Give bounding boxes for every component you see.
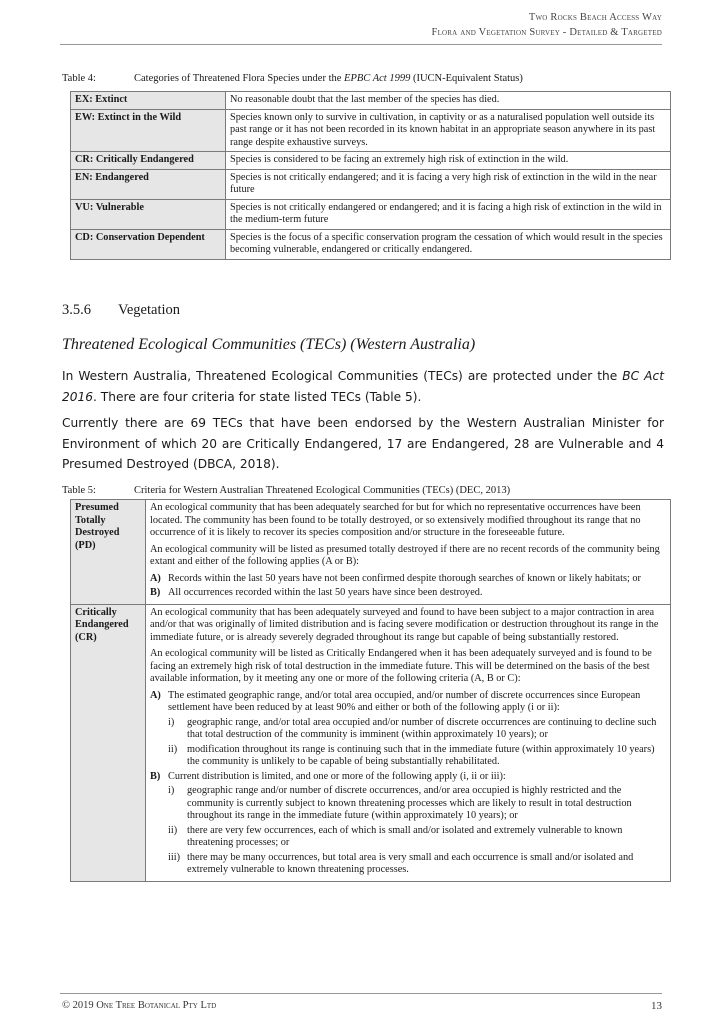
table-row <box>71 92 671 110</box>
criterion-item <box>150 690 666 715</box>
paragraph-tec-intro <box>62 366 664 407</box>
running-header <box>432 10 662 40</box>
sub-criterion-text: there are very few occurrences, each of which is small and/or isolated and extremely vulnerable to known threatening processes; or <box>187 824 623 848</box>
sub-criterion-text: geographic range, and/or total area occupied and/or number of discrete occurrences are continuing to decline such that total destruction of the community is imminent (within approximately 10 years); or <box>187 716 657 740</box>
criterion-label: A) <box>150 572 161 584</box>
sub-criterion-label: ii) <box>168 824 178 836</box>
table-row <box>71 229 671 259</box>
sub-criterion-item <box>168 717 666 742</box>
criterion-label: B) <box>150 770 161 782</box>
definition-cell: Species known only to survive in cultivation, in captivity or as a naturalised population well outside its past range or it has not been recorded in its known habitat in an appropriate season anywhere in its past range despite exhaustive surveys. <box>226 109 671 152</box>
criteria-paragraph: An ecological community will be listed as presumed totally destroyed if there are no recent records of the community being extant and either of the following applies (A or B): <box>150 543 660 567</box>
sub-criterion-text: geographic range and/or number of discrete occurrences, and/or area occupied is highly restricted and the community is currently subject to known threatening processes which are likely to result in total destruction throughout its range in the immediate future (within approximately 10 years); or <box>187 785 632 821</box>
definition-cell: No reasonable doubt that the last member of the species has died. <box>226 92 671 110</box>
sub-criterion-item <box>168 785 666 823</box>
paragraph-tec-count: Currently there are 69 TECs that have been endorsed by the Western Australian Minister for Environment of which 20 are Critically Endangered, 17 are Endangered, 28 are Vulnerable and 4 Presumed Destroyed (DBCA, 2018). <box>62 416 664 471</box>
sub-criterion-text: there may be many occurrences, but total area is very small and each occurrence is small and/or isolated and extremely vulnerable to known threatening processes. <box>187 851 634 875</box>
table4-caption-suffix: (IUCN-Equivalent Status) <box>410 73 523 84</box>
sub-criterion-item <box>168 852 666 877</box>
paragraph-text: In Western Australia, Threatened Ecological Communities (TECs) are protected under the <box>62 369 623 383</box>
category-cell: Critically Endangered (CR) <box>71 604 146 881</box>
sub-criterion-item <box>168 825 666 850</box>
sub-criterion-text: modification throughout its range is continuing such that in the immediate future (within approximately 10 years) the community is unlikely to be capable of being substantially rehabilitated. <box>187 743 655 767</box>
table5-caption <box>62 485 510 496</box>
category-cell: EW: Extinct in the Wild <box>71 109 226 152</box>
criterion-text: The estimated geographic range, and/or total area occupied, and/or number of discrete occurrences since European settlement have been reduced by at least 90% and either or both of the following apply (i or ii): <box>168 689 641 713</box>
table-row <box>71 604 671 881</box>
criterion-text: Current distribution is limited, and one or more of the following apply (i, ii or iii): <box>168 770 506 782</box>
table5-caption-text: Criteria for Western Australian Threatened Ecological Communities (TECs) (DEC, 2013) <box>134 485 511 496</box>
criterion-item <box>150 587 666 600</box>
footer-rule <box>60 993 662 994</box>
table-row <box>71 169 671 199</box>
threatened-flora-table <box>70 91 671 260</box>
header-rule <box>60 44 662 45</box>
sub-criterion-label: i) <box>168 716 175 728</box>
criterion-label: B) <box>150 587 161 598</box>
definition-cell: Species is the focus of a specific conservation program the cessation of which would result in the species becoming vulnerable, endangered or critically endangered. <box>226 229 671 259</box>
header-subtitle: Flora and Vegetation Survey - Detailed & Targeted <box>431 27 662 38</box>
category-cell: CR: Critically Endangered <box>71 152 226 170</box>
category-cell: VU: Vulnerable <box>71 199 226 229</box>
subheading: Threatened Ecological Communities (TECs) (Western Australia) <box>62 336 476 353</box>
category-cell: EN: Endangered <box>71 169 226 199</box>
definition-cell: Species is not critically endangered or endangered; and it is facing a high risk of extinction in the wild in the medium-term future <box>226 199 671 229</box>
criteria-paragraph: An ecological community will be listed as Critically Endangered when it has been adequately surveyed and is found to be facing an extremely high risk of total destruction in the immediate future. This will be determined on the basis of the best available information, by it meeting any one or more of the following criteria (A, B or C): <box>150 648 652 684</box>
category-cell: CD: Conservation Dependent <box>71 229 226 259</box>
sub-criterion-item <box>168 744 666 769</box>
section-heading <box>62 302 180 319</box>
criterion-label: A) <box>150 689 161 701</box>
criteria-paragraph: An ecological community that has been adequately surveyed and found to have been subject to a major contraction in area and/or that was originally of limited distribution and is facing severe modification or destruction throughout its range in the immediate future, or is already severely degraded throughout its range but capable of being substantially restored. <box>150 606 659 643</box>
criterion-text: Records within the last 50 years have not been confirmed despite thorough searches of known or likely habitats; or <box>168 572 641 584</box>
table-row <box>71 199 671 229</box>
table4-caption-text: Categories of Threatened Flora Species under the <box>134 73 345 84</box>
paragraph-text: . There are four criteria for state listed TECs (Table 5). <box>93 389 422 404</box>
section-number: 3.5.6 <box>62 302 91 318</box>
definition-cell: Species is considered to be facing an extremely high risk of extinction in the wild. <box>226 152 671 170</box>
table4-caption-number: Table 4: <box>62 73 96 84</box>
table-row <box>71 109 671 152</box>
criteria-cell <box>146 604 671 881</box>
criteria-paragraph: An ecological community that has been adequately searched for but for which no representative occurrences have been located. The community has been found to be totally destroyed, or so extensively modified throughout its range that no occurrence of it is likely to recover its species composition and/or structure in the foreseeable future. <box>150 502 641 538</box>
sub-criterion-label: i) <box>168 785 175 796</box>
table-row <box>71 152 671 170</box>
category-cell: EX: Extinct <box>71 92 226 110</box>
table4-caption-act: EPBC Act 1999 <box>344 73 411 84</box>
header-title: Two Rocks Beach Access Way <box>528 12 662 23</box>
table-row <box>71 500 671 605</box>
sub-criterion-label: iii) <box>168 851 181 863</box>
section-title: Vegetation <box>118 302 181 318</box>
table4-caption <box>62 73 523 84</box>
table5-caption-number: Table 5: <box>62 485 96 496</box>
criterion-item <box>150 573 666 586</box>
footer-copyright: © 2019 One Tree Botanical Pty Ltd <box>62 1000 217 1011</box>
definition-cell: Species is not critically endangered; and it is facing a very high risk of extinction in the wild in the near future <box>226 169 671 199</box>
criteria-cell <box>146 500 671 605</box>
act-name: BC Act 2016 <box>62 369 664 404</box>
sub-criterion-label: ii) <box>168 743 178 755</box>
criterion-item <box>150 771 666 784</box>
criterion-text: All occurrences recorded within the last 50 years have since been destroyed. <box>168 587 483 598</box>
tec-criteria-table <box>70 499 671 882</box>
category-cell: Presumed Totally Destroyed (PD) <box>71 500 146 605</box>
page-number: 13 <box>651 1000 662 1012</box>
